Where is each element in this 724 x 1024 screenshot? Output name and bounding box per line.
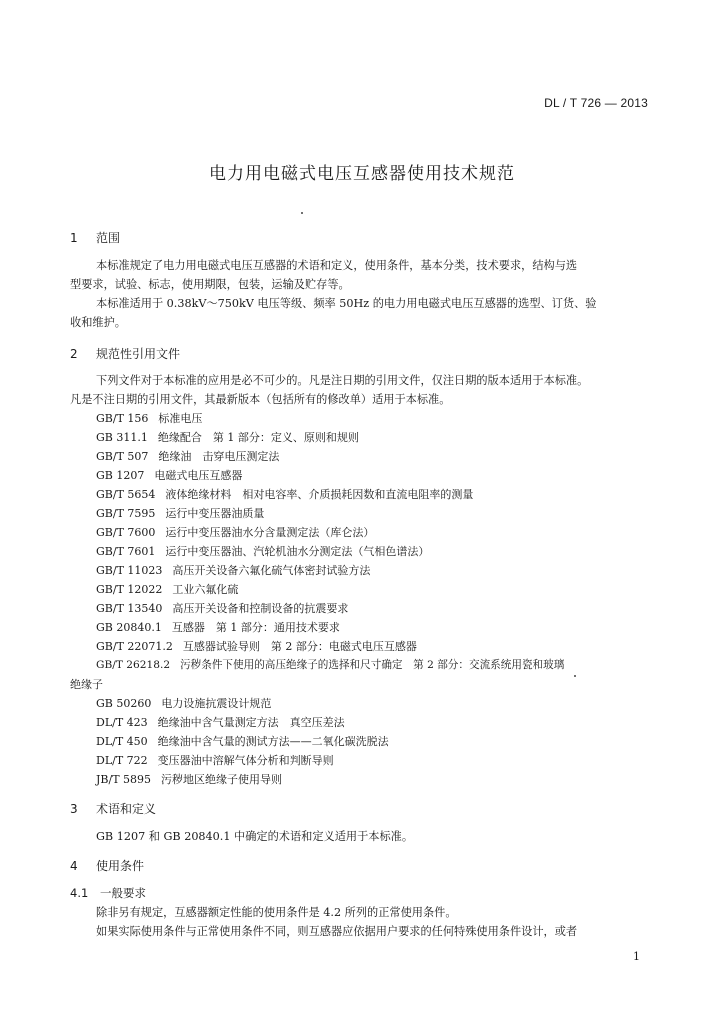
reference-item: GB/T 7601 运行中变压器油、汽轮机油水分测定法（气相色谱法） (96, 545, 430, 558)
reference-item: GB/T 507 绝缘油 击穿电压测定法 (96, 450, 280, 463)
reference-item: GB/T 156 标准电压 (96, 412, 203, 425)
reference-item: DL/T 423 绝缘油中含气量测定方法 真空压差法 (96, 716, 345, 729)
section-3-heading (70, 800, 156, 817)
section-title: 范围 (96, 231, 121, 245)
conditions-paragraph-1: 除非另有规定，互感器额定性能的使用条件是 4.2 所列的正常使用条件。 (96, 906, 457, 919)
conditions-paragraph-2: 如果实际使用条件与正常使用条件不同，则互感器应依据用户要求的任何特殊使用条件设计，或者 (96, 925, 578, 938)
scope-paragraph-2-line-1: 本标准适用于 0.38kV～750kV 电压等级、频率 50Hz 的电力用电磁式电压互感器的选型、订货、验 (96, 297, 597, 310)
reference-item: GB/T 7595 运行中变压器油质量 (96, 507, 265, 520)
normative-intro-line-2: 凡是不注日期的引用文件，其最新版本（包括所有的修改单）适用于本标准。 (70, 393, 451, 406)
speck-mark (301, 212, 303, 214)
reference-item: GB/T 11023 高压开关设备六氟化硫气体密封试验方法 (96, 564, 371, 577)
reference-item: GB/T 12022 工业六氟化硫 (96, 583, 239, 596)
page-number: 1 (633, 950, 640, 963)
reference-item: GB 50260 电力设施抗震设计规范 (96, 697, 272, 710)
reference-item: GB 1207 电磁式电压互感器 (96, 469, 243, 482)
scope-paragraph-1-line-2: 型要求，试验、标志，使用期限，包装，运输及贮存等。 (70, 278, 350, 291)
section-4-heading (70, 857, 144, 874)
section-title: 使用条件 (96, 859, 145, 873)
reference-item: GB/T 7600 运行中变压器油水分含量测定法（库仑法） (96, 526, 375, 539)
section-number: 2 (70, 347, 78, 361)
section-title: 规范性引用文件 (96, 347, 181, 361)
section-number: 4 (70, 859, 78, 873)
scope-paragraph-2-line-2: 收和维护。 (70, 316, 126, 329)
subsection-number: 4.1 (70, 886, 89, 900)
reference-item: JB/T 5895 污秽地区绝缘子使用导则 (96, 773, 283, 786)
reference-item-continuation: 绝缘子 (70, 678, 103, 691)
reference-item: GB 311.1 绝缘配合 第 1 部分：定义、原则和规则 (96, 431, 359, 444)
speck-mark (574, 675, 576, 677)
section-2-heading (70, 345, 180, 362)
subsection-title: 一般要求 (100, 886, 146, 900)
scope-paragraph-1-line-1: 本标准规定了电力用电磁式电压互感器的术语和定义，使用条件，基本分类，技术要求，结构与选 (96, 259, 578, 272)
reference-item: GB/T 13540 高压开关设备和控制设备的抗震要求 (96, 602, 349, 615)
reference-item: GB/T 22071.2 互感器试验导则 第 2 部分：电磁式电压互感器 (96, 640, 417, 653)
document-code: DL / T 726 — 2013 (544, 96, 648, 110)
section-1-heading (70, 229, 120, 246)
reference-item: GB 20840.1 互感器 第 1 部分：通用技术要求 (96, 621, 340, 634)
section-title: 术语和定义 (96, 802, 157, 816)
reference-item: DL/T 450 绝缘油中含气量的测试方法——二氧化碳洗脱法 (96, 735, 389, 748)
reference-item: DL/T 722 变压器油中溶解气体分析和判断导则 (96, 754, 334, 767)
terms-paragraph: GB 1207 和 GB 20840.1 中确定的术语和定义适用于本标准。 (96, 830, 414, 843)
section-number: 3 (70, 802, 78, 816)
subsection-4-1-heading (70, 885, 146, 901)
document-title: 电力用电磁式电压互感器使用技术规范 (209, 164, 515, 184)
reference-item: GB/T 5654 液体绝缘材料 相对电容率、介质损耗因数和直流电阻率的测量 (96, 488, 474, 501)
reference-item: GB/T 26218.2 污秽条件下使用的高压绝缘子的选择和尺寸确定 第 2 部分：交流系统用瓷和玻璃 (96, 659, 565, 671)
section-number: 1 (70, 231, 78, 245)
normative-intro-line-1: 下列文件对于本标准的应用是必不可少的。凡是注日期的引用文件，仅注日期的版本适用于本标准。 (96, 374, 589, 387)
